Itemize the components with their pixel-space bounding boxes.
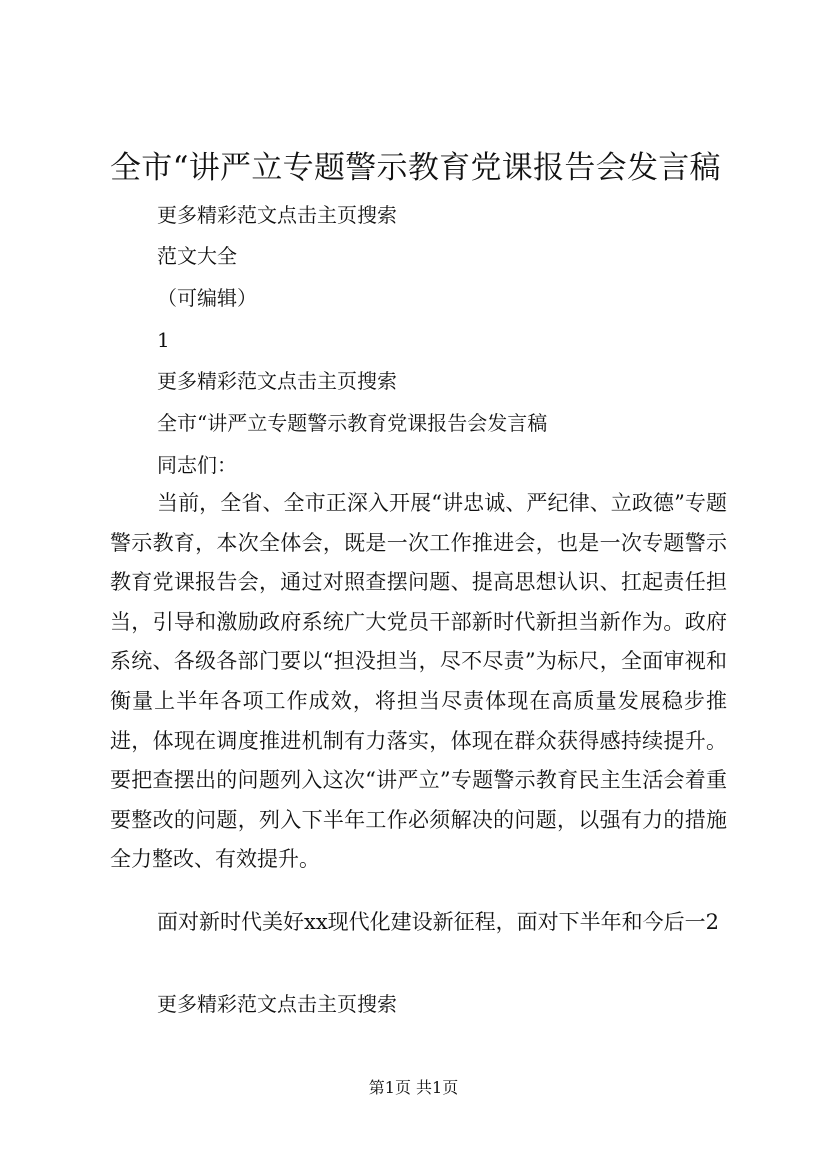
- document-title: 全市“讲严立专题警示教育党课报告会发言稿: [110, 150, 721, 186]
- body-paragraph: 当前，全省、全市正深入开展“讲忠诚、严纪律、立政德”专题警示教育，本次全体会，既是一次工作推进会，也是一次专题警示教育党课报告会，通过对照查摆问题、提高思想认识、扛起责任担当，引导和激励政府系统广大党员干部新时代新担当新作为。政府系统、各级各部门要以“担没担当，尽不尽责”为标尺，全面审视和衡量上半年各项工作成效，将担当尽责体现在高质量发展稳步推进，体现在调度推进机制有力落实，体现在群众获得感持续提升。要把查摆出的问题列入这次“讲严立”专题警示教育民主生活会着重要整改的问题，列入下半年工作必须解决的问题，以强有力的措施全力整改、有效提升。: [110, 491, 727, 872]
- promo-line: 更多精彩范文点击主页搜索: [157, 992, 397, 1016]
- page-marker: 1: [157, 328, 170, 352]
- promo-line: 更多精彩范文点击主页搜索: [157, 203, 397, 227]
- inner-title-line: 全市“讲严立专题警示教育党课报告会发言稿: [157, 411, 548, 435]
- page-footer: 第1页 共1页: [368, 1078, 459, 1097]
- promo-line: 更多精彩范文点击主页搜索: [157, 369, 397, 393]
- body-paragraph: 面对新时代美好xx现代化建设新征程，面对下半年和今后一2: [157, 910, 720, 934]
- salutation: 同志们：: [157, 453, 237, 477]
- subtitle-line: 范文大全: [157, 244, 237, 268]
- editable-note: （可编辑）: [157, 286, 257, 310]
